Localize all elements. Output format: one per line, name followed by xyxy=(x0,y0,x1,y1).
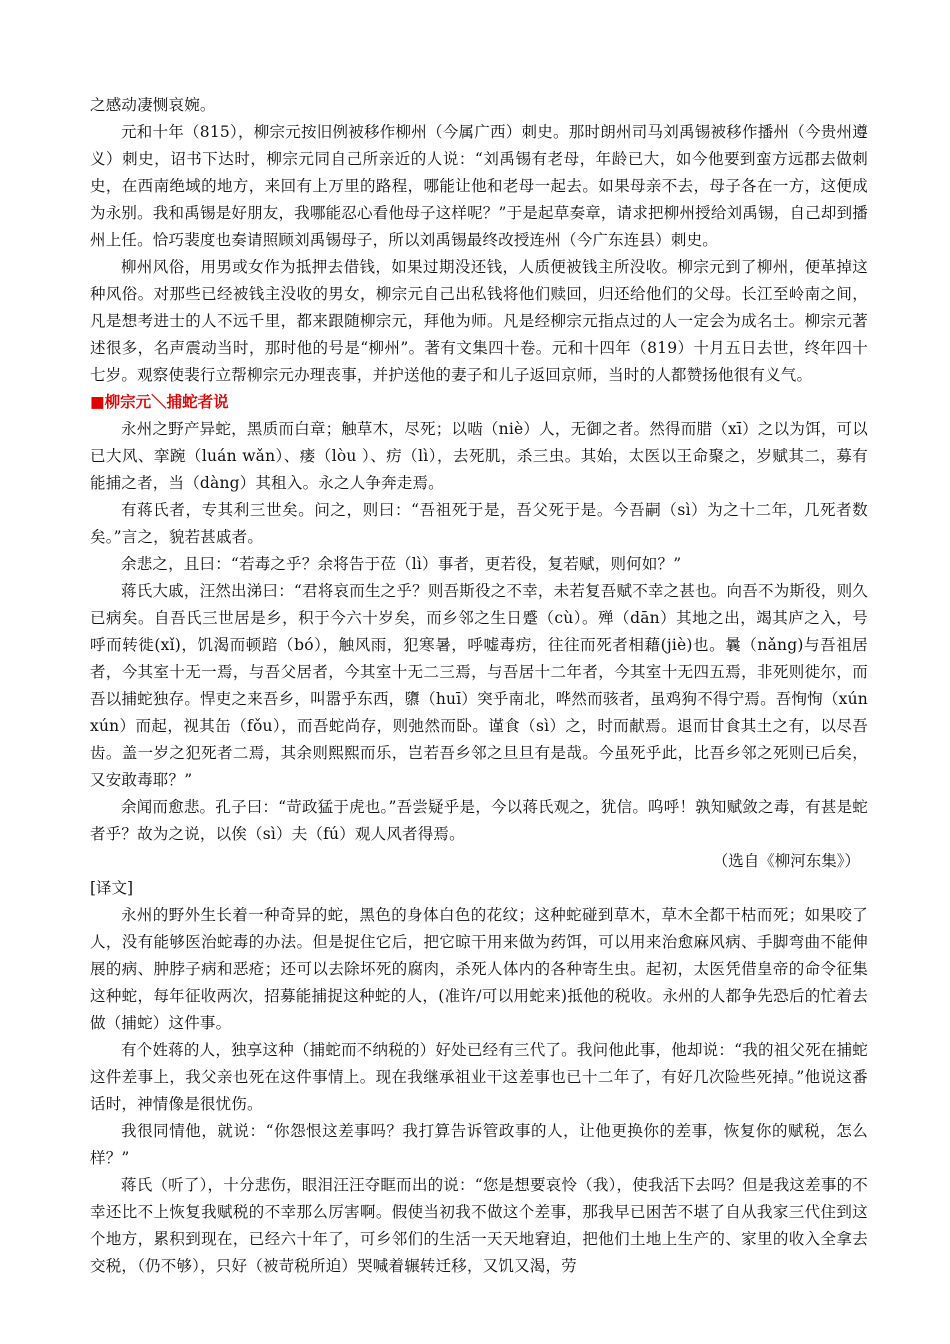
translation-paragraph: 蒋氏（听了），十分悲伤，眼泪汪汪夺眶而出的说：“您是想要哀怜（我），使我活下去吗？但是我这差事的不幸还比不上恢复我赋税的不幸那么厉害啊。假使当初我不做这个差事，那我早已困苦不堪了自从我家三代住到这个地方，累积到现在，已经六十年了，可乡邻们的生活一天天地窘迫，把他们土地上生产的、家里的收入全拿去交税，（仍不够），只好（被苛税所迫）哭喊着辗转迁移，又饥又渴，劳 xyxy=(90,1176,868,1275)
translation-paragraph: 永州的野外生长着一种奇异的蛇，黑色的身体白色的花纹；这种蛇碰到草木，草木全都干枯而死；如果咬了人，没有能够医治蛇毒的办法。但是捉住它后，把它晾干用来做为药饵，可以用来治愈麻风病、手脚弯曲不能伸展的病、肿脖子病和恶疮；还可以去除坏死的腐肉，杀死人体内的各种寄生虫。起初，太医凭借皇帝的命令征集这种蛇，每年征收两次，招募能捕捉这种蛇的人，(准许/可以用蛇来)抵他的税收。永州的人都争先恐后的忙着去做（捕蛇）这件事。 xyxy=(90,906,868,1032)
section-heading: ■柳宗元＼捕蛇者说 xyxy=(90,393,229,411)
document-page xyxy=(90,92,868,1280)
translation-label: [译文] xyxy=(90,879,134,897)
original-paragraph: 有蒋氏者，专其利三世矣。问之，则曰：“吾祖死于是，吾父死于是。今吾嗣（sì）为之十二年，几死者数矣。”言之，貌若甚戚者。 xyxy=(90,501,868,546)
original-paragraph: 余闻而愈悲。孔子曰：“苛政猛于虎也。”吾尝疑乎是，今以蒋氏观之，犹信。呜呼！孰知赋敛之毒，有甚是蛇者乎？故为之说，以俟（sì）夫（fú）观人风者得焉。 xyxy=(90,798,868,843)
source-citation: （选自《柳河东集》） xyxy=(712,852,860,870)
original-paragraph: 永州之野产异蛇，黑质而白章；触草木，尽死；以啮（niè）人，无御之者。然得而腊（xī）之以为饵，可以已大风、挛踠（luán wǎn）、瘘（lòu ）、疠（lì），去死肌，杀三虫。其始，太医以王命聚之，岁赋其二，募有能捕之者，当（dàng）其租入。永之人争奔走焉。 xyxy=(90,420,868,492)
translation-paragraph: 有个姓蒋的人，独享这种（捕蛇而不纳税的）好处已经有三代了。我问他此事，他却说：“我的祖父死在捕蛇这件差事上，我父亲也死在这件事情上。现在我继承祖业干这差事也已十二年了，有好几次险些死掉。”他说这番话时，神情像是很忧伤。 xyxy=(90,1041,868,1113)
paragraph-continuation: 之感动凄恻哀婉。 xyxy=(90,96,216,114)
original-paragraph: 蒋氏大戚，汪然出涕曰：“君将哀而生之乎？则吾斯役之不幸，未若复吾赋不幸之甚也。向吾不为斯役，则久已病矣。自吾氏三世居是乡，积于今六十岁矣，而乡邻之生日蹙（cù）。殚（dān）其地之出，竭其庐之入，号呼而转徙(xǐ)，饥渴而顿踣（bó），触风雨，犯寒暑，呼嘘毒疠，往往而死者相藉(jiè)也。曩（nǎng)与吾祖居者，今其室十无一焉，与吾父居者，今其室十无二三焉，与吾居十二年者，今其室十无四五焉，非死则徙尔，而吾以捕蛇独存。悍吏之来吾乡，叫嚣乎东西，隳（huī）突乎南北，哗然而骇者，虽鸡狗不得宁焉。吾恂恂（xún xún）而起，视其缶（fǒu），而吾蛇尚存，则弛然而卧。谨食（sì）之，时而献焉。退而甘食其土之有，以尽吾齿。盖一岁之犯死者二焉，其余则熙熙而乐，岂若吾乡邻之旦旦有是哉。今虽死乎此，比吾乡邻之死则已后矣，又安敢毒耶？” xyxy=(90,582,868,789)
paragraph-liuzhou-customs: 柳州风俗，用男或女作为抵押去借钱，如果过期没还钱，人质便被钱主所没收。柳宗元到了柳州，便革掉这种风俗。对那些已经被钱主没收的男女，柳宗元自己出私钱将他们赎回，归还给他们的父母。长江至岭南之间，凡是想考进士的人不远千里，都来跟随柳宗元，拜他为师。凡是经柳宗元指点过的人一定会为成名士。柳宗元著述很多，名声震动当时，那时他的号是“柳州”。著有文集四十卷。元和十四年（819）十月五日去世，终年四十七岁。观察使裴行立帮柳宗元办理丧事，并护送他的妻子和儿子返回京师，当时的人都赞扬他很有义气。 xyxy=(90,258,868,384)
paragraph-liuzhou-appointment: 元和十年（815），柳宗元按旧例被移作柳州（今属广西）刺史。那时朗州司马刘禹锡被移作播州（今贵州遵义）刺史，诏书下达时，柳宗元同自己所亲近的人说：“刘禹锡有老母，年龄已大，如今他要到蛮方远郡去做刺史，在西南绝域的地方，来回有上万里的路程，哪能让他和老母一起去。如果母亲不去，母子各在一方，这便成为永别。我和禹锡是好朋友，我哪能忍心看他母子这样呢？”于是起草奏章，请求把柳州授给刘禹锡，自己却到播州上任。恰巧裴度也奏请照顾刘禹锡母子，所以刘禹锡最终改授连州（今广东连县）刺史。 xyxy=(90,123,868,249)
translation-paragraph: 我很同情他，就说：“你怨恨这差事吗？我打算告诉管政事的人，让他更换你的差事，恢复你的赋税，怎么样？” xyxy=(90,1122,868,1167)
original-paragraph: 余悲之，且曰：“若毒之乎？余将告于莅（lì）事者，更若役，复若赋，则何如？” xyxy=(121,555,682,573)
